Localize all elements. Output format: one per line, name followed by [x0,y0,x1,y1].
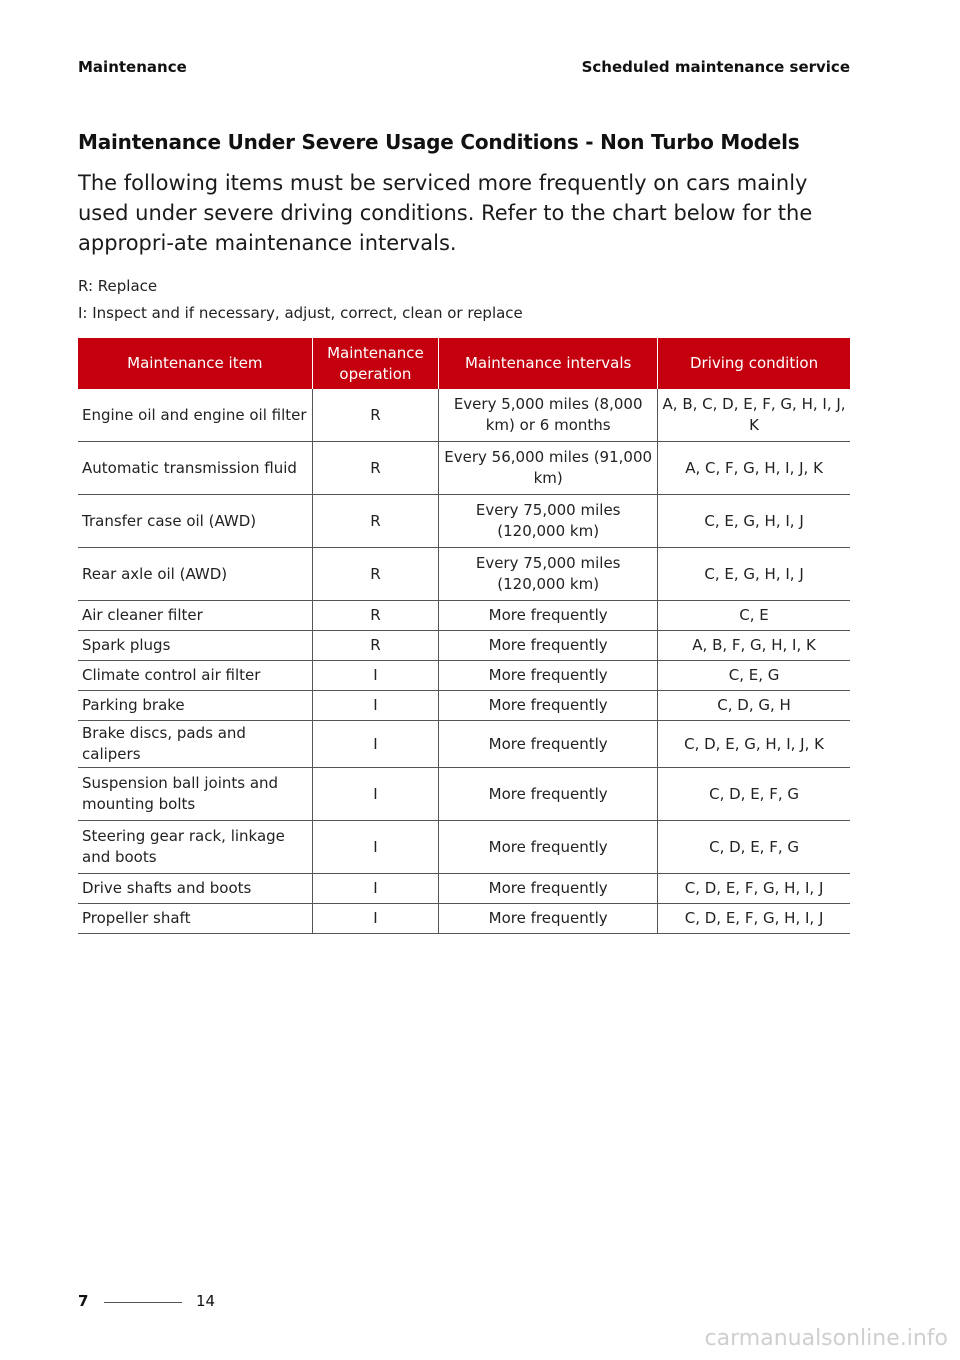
cell-operation: R [312,601,439,631]
column-header-condition: Driving condition [658,338,850,389]
cell-interval: More frequently [439,768,658,821]
footer-section-number: 7 [78,1292,89,1310]
cell-item: Climate control air filter [78,661,312,691]
legend-inspect: I: Inspect and if necessary, adjust, correct, clean or replace [78,304,523,322]
table-row [78,389,850,442]
cell-operation: I [312,661,439,691]
table-header-row [78,338,850,389]
cell-operation: I [312,691,439,721]
table-row [78,495,850,548]
cell-operation: I [312,768,439,821]
cell-operation: R [312,548,439,601]
cell-item: Automatic transmission fluid [78,442,312,495]
legend-replace: R: Replace [78,277,158,295]
cell-condition: C, D, E, F, G [658,768,850,821]
table-row [78,631,850,661]
table-row [78,548,850,601]
cell-condition: C, E [658,601,850,631]
cell-condition: A, B, C, D, E, F, G, H, I, J, K [658,389,850,442]
cell-item: Rear axle oil (AWD) [78,548,312,601]
cell-item: Spark plugs [78,631,312,661]
footer-page-number: 14 [196,1292,216,1310]
maintenance-table [78,338,850,934]
cell-operation: R [312,442,439,495]
cell-interval: More frequently [439,821,658,874]
cell-interval: More frequently [439,874,658,904]
cell-interval: Every 75,000 miles (120,000 km) [439,548,658,601]
cell-item: Engine oil and engine oil filter [78,389,312,442]
cell-interval: More frequently [439,691,658,721]
column-header-item: Maintenance item [78,338,312,389]
cell-interval: More frequently [439,661,658,691]
cell-interval: Every 5,000 miles (8,000 km) or 6 months [439,389,658,442]
cell-condition: C, D, E, F, G, H, I, J [658,904,850,934]
table-row [78,768,850,821]
cell-operation: R [312,389,439,442]
table-row [78,904,850,934]
cell-item: Parking brake [78,691,312,721]
cell-interval: Every 56,000 miles (91,000 km) [439,442,658,495]
cell-condition: C, E, G, H, I, J [658,548,850,601]
column-header-operation: Maintenance operation [312,338,439,389]
cell-operation: R [312,631,439,661]
footer-divider [104,1302,182,1303]
cell-interval: More frequently [439,904,658,934]
cell-interval: More frequently [439,631,658,661]
cell-condition: A, C, F, G, H, I, J, K [658,442,850,495]
cell-condition: C, E, G, H, I, J [658,495,850,548]
intro-paragraph: The following items must be serviced more frequently on cars mainly used under severe driving conditions. Refer to the chart below for the appropri-ate maintenance intervals. [78,171,813,255]
cell-condition: A, B, F, G, H, I, K [658,631,850,661]
cell-condition: C, D, E, F, G, H, I, J [658,874,850,904]
cell-condition: C, D, G, H [658,691,850,721]
table-row [78,442,850,495]
cell-operation: I [312,721,439,768]
table-row [78,691,850,721]
cell-interval: Every 75,000 miles (120,000 km) [439,495,658,548]
cell-item: Transfer case oil (AWD) [78,495,312,548]
cell-item: Steering gear rack, linkage and boots [78,821,312,874]
cell-interval: More frequently [439,601,658,631]
table-row [78,721,850,768]
watermark-text: carmanualsonline.info [704,1326,948,1351]
cell-condition: C, D, E, G, H, I, J, K [658,721,850,768]
cell-condition: C, D, E, F, G [658,821,850,874]
cell-operation: I [312,821,439,874]
table-row [78,661,850,691]
column-header-interval: Maintenance intervals [439,338,658,389]
table-row [78,874,850,904]
cell-operation: R [312,495,439,548]
cell-item: Propeller shaft [78,904,312,934]
cell-item: Brake discs, pads and calipers [78,721,312,768]
table-row [78,601,850,631]
header-chapter-title: Scheduled maintenance service [581,58,850,76]
table-row [78,821,850,874]
cell-operation: I [312,904,439,934]
cell-operation: I [312,874,439,904]
cell-interval: More frequently [439,721,658,768]
header-section-title: Maintenance [78,58,187,76]
cell-item: Air cleaner filter [78,601,312,631]
cell-item: Suspension ball joints and mounting bolts [78,768,312,821]
cell-condition: C, E, G [658,661,850,691]
cell-item: Drive shafts and boots [78,874,312,904]
page-title: Maintenance Under Severe Usage Conditions - Non Turbo Models [78,130,800,154]
